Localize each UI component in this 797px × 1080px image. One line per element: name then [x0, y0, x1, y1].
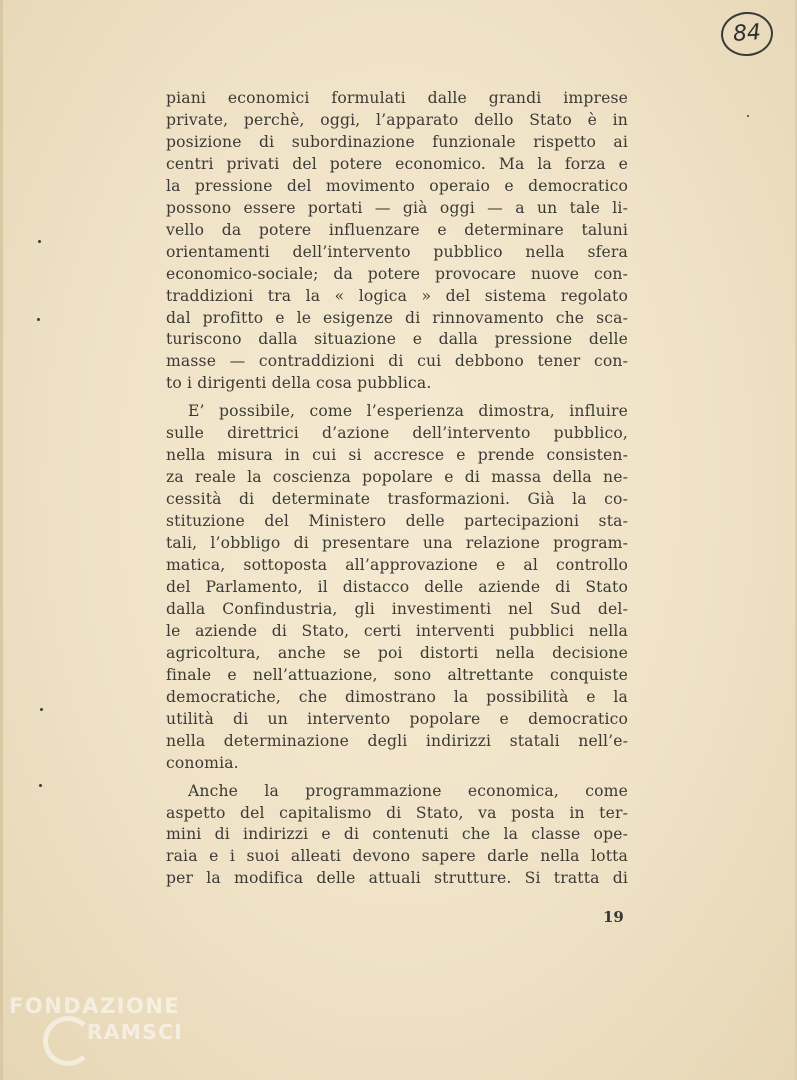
paragraph-1	[166, 88, 628, 395]
paper-speck	[38, 240, 41, 243]
text-line: del Parlamento, il distacco delle aziende di Stato	[166, 577, 628, 596]
text-line: sulle direttrici d’azione dell’intervento pubblico,	[166, 424, 628, 443]
text-line: tali, l’obbligo di presentare una relazione program-	[166, 534, 628, 553]
text-line: matica, sottoposta all’approvazione e al controllo	[166, 556, 628, 575]
text-line: piani economici formulati dalle grandi imprese	[166, 89, 628, 107]
text-line: nella misura in cui si accresce e prende consisten-	[166, 446, 628, 465]
text-line: per la modifica delle attuali strutture. Si tratta di	[166, 869, 628, 888]
text-line: possono essere portati — già oggi — a un tale li-	[166, 198, 628, 217]
text-line: dalla Confindustria, gli investimenti nel Sud del-	[166, 599, 628, 618]
text-line: finale e nell’attuazione, sono altrettante conquiste	[166, 665, 628, 684]
text-line: traddizioni tra la « logica » del sistema regolato	[166, 286, 628, 305]
archive-number-stamp: 84	[720, 10, 775, 58]
text-line: orientamenti dell’intervento pubblico nella sfera	[166, 242, 628, 261]
watermark-text-line1: FONDAZIONE	[9, 994, 181, 1018]
watermark-text-line2: RAMSCI	[87, 1020, 184, 1044]
paragraph-3	[166, 781, 628, 891]
text-line: centri privati del potere economico. Ma la forza e	[166, 154, 628, 173]
text-line: E’ possibile, come l’esperienza dimostra, influire	[188, 402, 628, 421]
text-line: private, perchè, oggi, l’apparato dello Stato è in	[166, 110, 628, 129]
paper-speck	[747, 115, 749, 117]
text-line: conomia.	[166, 753, 239, 772]
text-line: dal profitto e le esigenze di rinnovamento che sca-	[166, 308, 628, 327]
text-line: mini di indirizzi e di contenuti che la classe ope-	[166, 825, 628, 844]
text-line: turiscono dalla situazione e dalla pressione delle	[166, 330, 628, 349]
text-line: agricoltura, anche se poi distorti nella decisione	[166, 643, 628, 662]
body-text	[166, 88, 628, 896]
text-line: utilità di un intervento popolare e democratico	[166, 709, 628, 728]
text-line: nella determinazione degli indirizzi statali nell’e-	[166, 731, 628, 750]
paper-speck	[40, 708, 43, 711]
text-line: economico-sociale; da potere provocare nuove con-	[166, 264, 628, 283]
text-line: raia e i suoi alleati devono sapere darle nella lotta	[166, 847, 628, 866]
paper-speck	[37, 318, 40, 321]
text-line: Anche la programmazione economica, come	[188, 781, 628, 800]
text-line: posizione di subordinazione funzionale rispetto ai	[166, 132, 628, 151]
text-line: democratiche, che dimostrano la possibilità e la	[166, 687, 628, 706]
text-line: cessità di determinate trasformazioni. Già la co-	[166, 490, 628, 509]
paragraph-2	[166, 401, 628, 774]
paper-speck	[39, 784, 42, 787]
watermark-g-logo-icon	[43, 1016, 93, 1066]
text-line: masse — contraddizioni di cui debbono tener con-	[166, 352, 628, 371]
text-line: za reale la coscienza popolare e di massa della ne-	[166, 468, 628, 487]
page-number: 19	[603, 908, 624, 926]
text-line: aspetto del capitalismo di Stato, va posta in ter-	[166, 803, 628, 822]
text-line: stituzione del Ministero delle partecipazioni sta-	[166, 512, 628, 531]
archive-watermark	[9, 990, 209, 1070]
text-line: la pressione del movimento operaio e democratico	[166, 176, 628, 195]
text-line: le aziende di Stato, certi interventi pubblici nella	[166, 621, 628, 640]
text-line: vello da potere influenzare e determinare taluni	[166, 220, 628, 239]
text-line: to i dirigenti della cosa pubblica.	[166, 374, 432, 393]
